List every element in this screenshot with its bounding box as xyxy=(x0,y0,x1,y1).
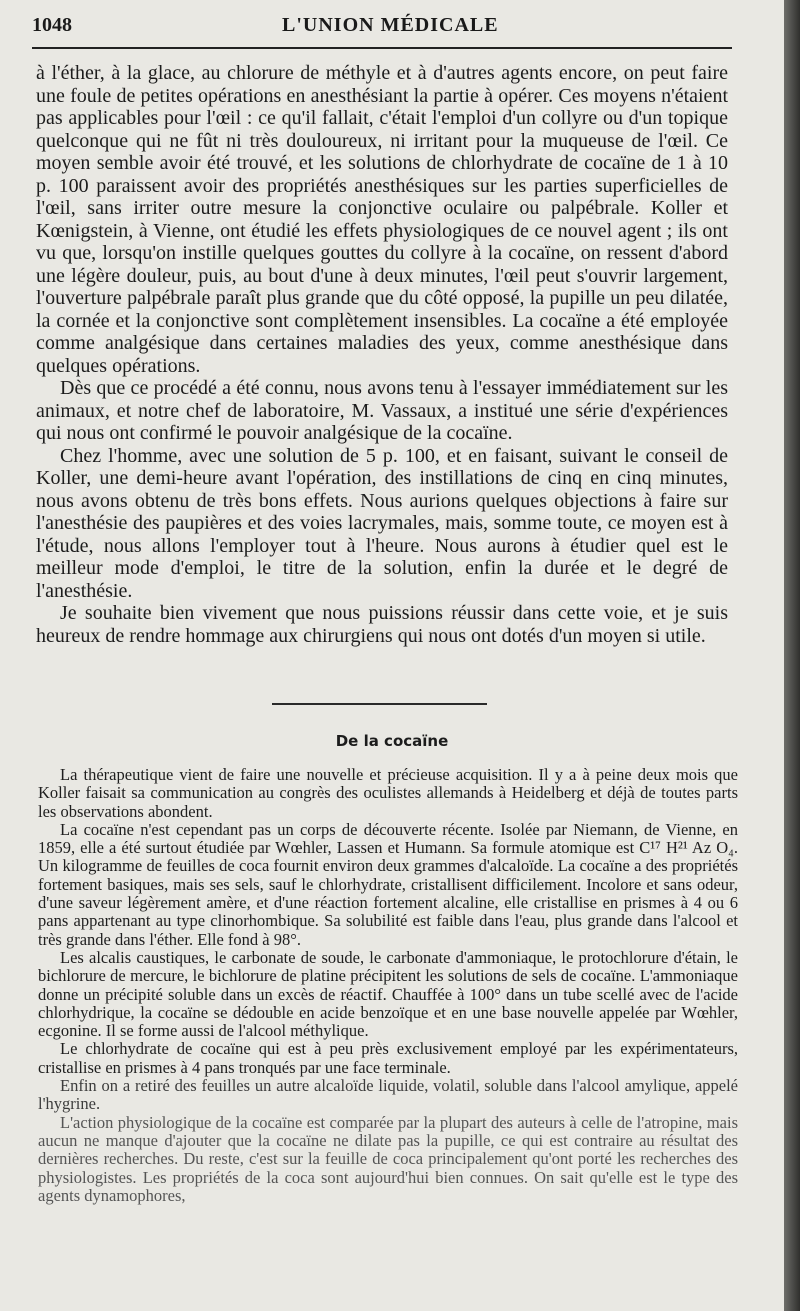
paragraph: Je souhaite bien vivement que nous puissions réussir dans cette voie, et je suis heureux de rendre hommage aux chirurgiens qui nous ont dotés d'un moyen si utile. xyxy=(36,602,728,647)
paragraph: Le chlorhydrate de cocaïne qui est à peu près exclusivement employé par les expérimentateurs, cristallise en prismes à 4 pans tronqués par une face terminale. xyxy=(38,1039,738,1077)
paragraph: La cocaïne n'est cependant pas un corps de découverte récente. Isolée par Niemann, de Vienne, en 1859, elle a été surtout étudiée par Wœhler, Lassen et Humann. Sa formule atomique est C¹⁷ H²¹ Az O₄. Un kilogramme de feuilles de coca fournit environ deux grammes d'alcaloïde. La cocaïne a des propriétés fortement basiques, mais ses sels, sauf le chlorhydrate, cristallisent difficilement. Incolore et sans odeur, d'une saveur légèrement amère, et d'une réaction fortement alcaline, elle cristallise en prismes à 4 ou 6 pans appartenant au type clinorhombique. Sa solubilité est faible dans l'eau, plus grande dans l'alcool et très grande dans l'éther. Elle fond à 98°. xyxy=(38,819,738,949)
paragraph: Enfin on a retiré des feuilles un autre alcaloïde liquide, volatil, soluble dans l'alcool amylique, appelé l'hygrine. xyxy=(38,1076,738,1114)
header-rule xyxy=(32,47,732,49)
page-header xyxy=(32,8,732,48)
cocaine-article xyxy=(38,766,738,1205)
running-title: L'UNION MÉDICALE xyxy=(282,14,499,36)
page-edge-shadow xyxy=(784,0,800,1311)
paragraph: Dès que ce procédé a été connu, nous avons tenu à l'essayer immédiatement sur les animaux, et notre chef de laboratoire, M. Vassaux, a institué une série d'expériences qui nous ont confirmé le pouvoir analgésique de la cocaïne. xyxy=(36,377,728,444)
paragraph: L'action physiologique de la cocaïne est comparée par la plupart des auteurs à celle de l'atropine, mais aucun ne manque d'ajouter que la cocaïne ne dilate pas la pupille, ce qui est contraire au résultat des dernières recherches. Du reste, c'est sur la feuille de coca principalement qu'ont porté les recherches des physiologistes. Les propriétés de la coca sont aujourd'hui bien connues. On sait qu'elle est le type des agents dynamophores, xyxy=(38,1112,738,1205)
paragraph: Les alcalis caustiques, le carbonate de soude, le carbonate d'ammoniaque, le protochlorure d'étain, le bichlorure de mercure, le bichlorure de platine précipitent les solutions de sels de cocaïne. L'ammoniaque donne un précipité soluble dans un excès de réactif. Chauffée à 100° dans un tube scellé avec de l'acide chlorhydrique, la cocaïne se dédouble en acide benzoïque et en une base nouvelle appelée par Wœhler, ecgonine. Il se forme aussi de l'alcool méthylique. xyxy=(38,947,738,1041)
article-continuation xyxy=(36,62,728,647)
paragraph: La thérapeutique vient de faire une nouvelle et précieuse acquisition. Il y a à peine deux mois que Koller faisait sa communication au congrès des oculistes allemands à Heidelberg et déjà de toutes parts les observations abondent. xyxy=(38,765,738,821)
page-number: 1048 xyxy=(32,14,72,36)
paragraph: à l'éther, à la glace, au chlorure de méthyle et à d'autres agents encore, on peut faire une foule de petites opérations en anesthésiant la partie à opérer. Ces moyens n'étaient pas applicables pour l'œil : ce qu'il fallait, c'était l'emploi d'un collyre ou d'un topique quelconque qui ne fût ni très douloureux, ni irritant pour la muqueuse de l'œil. Ce moyen semble avoir été trouvé, et les solutions de chlorhydrate de cocaïne de 1 à 10 p. 100 paraissent avoir des propriétés anesthésiques sur les parties superficielles de l'œil, sans irriter outre mesure la conjonctive oculaire ou palpébrale. Koller et Kœnigstein, à Vienne, ont étudié les effets physiologiques de ce nouvel agent ; ils ont vu que, lorsqu'on instille quelques gouttes du collyre à la cocaïne, on ressent d'abord une légère douleur, puis, au bout d'une à deux minutes, l'œil peut s'ouvrir largement, l'ouverture palpébrale paraît plus grande que du côté opposé, la pupille un peu dilatée, la cornée et la conjonctive sont complètement insensibles. La cocaïne a été employée comme analgésique dans certaines maladies des yeux, comme anesthésique dans quelques opérations. xyxy=(36,62,728,377)
paragraph: Chez l'homme, avec une solution de 5 p. 100, et en faisant, suivant le conseil de Koller, une demi-heure avant l'opération, des instillations de cinq en cinq minutes, nous avons obtenu de très bons effets. Nous aurions quelques objections à faire sur l'anesthésie des paupières et des voies lacrymales, mais, somme toute, ce moyen est à l'étude, nous allons l'employer tout à l'heure. Nous aurons à étudier quel est le meilleur mode d'emploi, le titre de la solution, enfin la durée et le degré de l'anesthésie. xyxy=(36,444,728,602)
section-title: De la cocaïne xyxy=(335,732,449,750)
section-separator xyxy=(272,703,487,705)
